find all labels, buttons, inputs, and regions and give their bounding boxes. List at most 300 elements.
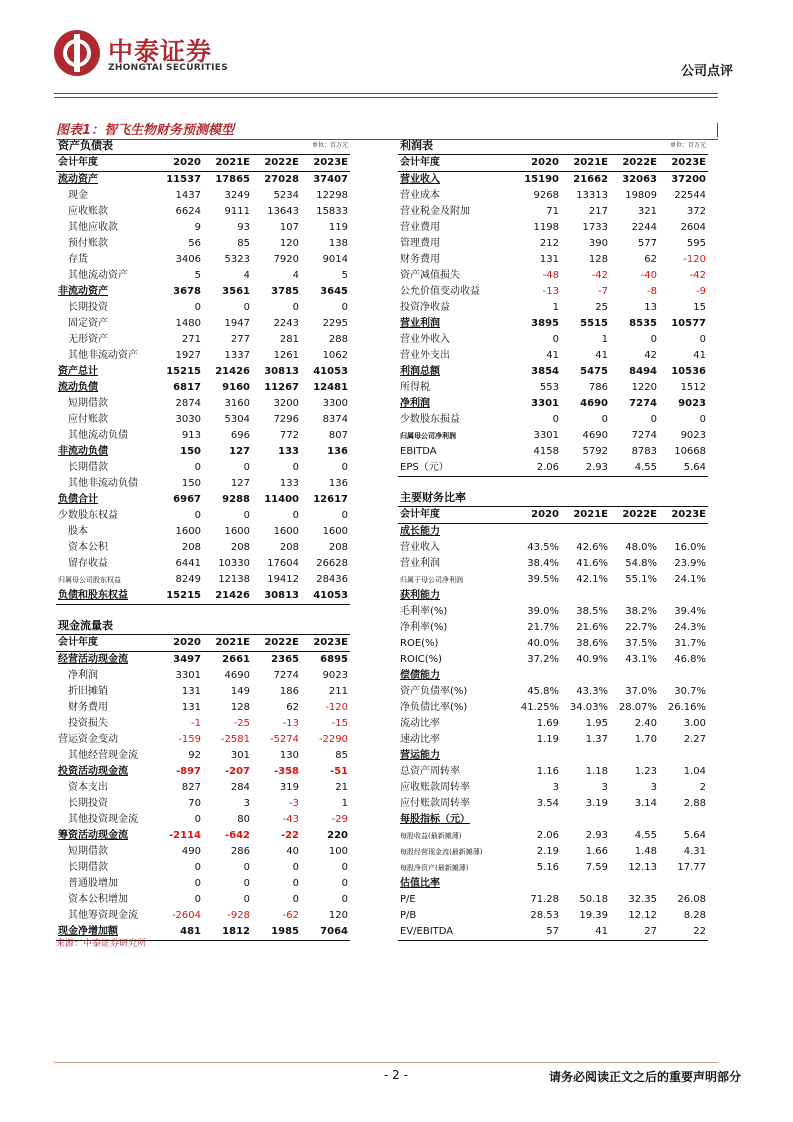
ratios-row-value <box>561 812 610 828</box>
balance_sheet-row-value: 6624 <box>175 206 201 217</box>
cash_flow-row-label: 普通股增加 <box>68 878 118 889</box>
balance_sheet-row-value: 0 <box>292 510 300 521</box>
ratios-row-value <box>561 588 610 604</box>
balance_sheet-row-label: 其他应收款 <box>68 222 118 233</box>
balance_sheet-unit-label: 单位：百万元 <box>312 142 349 149</box>
income_statement-row-value: 8783 <box>631 446 658 457</box>
balance_sheet-row <box>56 556 350 572</box>
ratios-row <box>398 700 708 716</box>
income_statement-row-label: 营业外收入 <box>400 334 450 345</box>
income_statement-row-value: 62 <box>644 254 658 265</box>
ratios-row-value: 1.04 <box>683 766 707 777</box>
balance_sheet-row-label: 存货 <box>68 254 88 265</box>
figure-title <box>56 119 718 140</box>
ratios-row <box>398 652 708 668</box>
ratios-row <box>398 924 708 941</box>
cash_flow-row-label: 资本支出 <box>68 782 108 793</box>
balance_sheet-row-value: 9111 <box>224 206 250 217</box>
balance_sheet-row <box>56 444 350 460</box>
ratios-row-label: 每股净资产(最新摊薄) <box>400 864 469 872</box>
cash_flow-row-value: 1 <box>341 798 349 809</box>
income_statement-row <box>398 412 708 428</box>
cash_flow-row-value: -897 <box>175 766 201 777</box>
income_statement-row-value: 25 <box>595 302 608 313</box>
ratios-row-value: 12.13 <box>628 862 658 873</box>
ratios-row-value: 38.5% <box>576 606 608 617</box>
balance_sheet-row-value: 120 <box>279 238 300 249</box>
logo-text-cn: 中泰证券 <box>108 37 213 66</box>
balance_sheet-row <box>56 284 350 300</box>
income_statement-row-value: 42 <box>644 350 658 361</box>
ratios-header-year: 2020 <box>512 507 561 524</box>
cash_flow-row-value: 0 <box>243 894 250 905</box>
ratios-row-value <box>512 524 561 541</box>
income_statement-row-label: 公允价值变动收益 <box>400 286 480 297</box>
ratios-row-label: 净利率(%) <box>400 622 448 633</box>
income_statement-row-value: 1512 <box>680 382 707 393</box>
balance_sheet-row-value: 7920 <box>273 254 300 265</box>
balance_sheet-row-value: 3200 <box>273 398 300 409</box>
ratios-row-value: 43.5% <box>527 542 559 553</box>
cash_flow-row-value: 3301 <box>175 670 201 681</box>
cash_flow-row <box>56 892 350 908</box>
balance_sheet-row-value: 7296 <box>273 414 300 425</box>
income_statement-row-value: 32063 <box>622 174 658 185</box>
income_statement-row-value: 1198 <box>533 222 559 233</box>
cash_flow-row-value: -358 <box>273 766 300 777</box>
income_statement-header-year: 2022E <box>610 155 659 172</box>
balance_sheet-row-value: 3678 <box>173 286 201 297</box>
income_statement-title: 利润表 <box>400 139 433 152</box>
income_statement-row <box>398 444 708 460</box>
ratios-row-label: 每股收益(最新摊薄) <box>400 832 462 840</box>
cash_flow-row-value: 0 <box>243 878 250 889</box>
income_statement-row-value: 3301 <box>531 398 559 409</box>
income_statement-row-value: 5475 <box>580 366 608 377</box>
ratios-row-value: 27 <box>610 924 659 941</box>
ratios-row <box>398 748 708 764</box>
ratios-row <box>398 588 708 604</box>
ratios-row-value: 1.23 <box>634 766 658 777</box>
ratios-row-value: 38.4% <box>527 558 559 569</box>
cash_flow-row-value: 211 <box>328 686 349 697</box>
income_statement-row-label: 营业利润 <box>400 318 440 329</box>
ratios-row-value: 21.6% <box>576 622 608 633</box>
ratios-row-value <box>561 668 610 684</box>
cash_flow-row-value: 92 <box>188 750 201 761</box>
ratios-row-value: 37.2% <box>527 654 559 665</box>
balance_sheet-row <box>56 524 350 540</box>
ratios-row-value: 5.16 <box>536 862 559 873</box>
balance_sheet-row-value: 127 <box>230 478 250 489</box>
cash_flow-row-value: 0 <box>194 814 201 825</box>
income_statement-row <box>398 220 708 236</box>
balance_sheet-row-label: 资本公积 <box>68 542 108 553</box>
ratios-row-label: 营业利润 <box>400 558 440 569</box>
ratios-row-value: 26.16% <box>667 702 707 713</box>
balance_sheet-row-value: 4 <box>292 270 300 281</box>
income_statement-row-value: -40 <box>640 270 658 281</box>
ratios-row-value: 42.6% <box>576 542 608 553</box>
income_statement-row-value: 321 <box>637 206 658 217</box>
ratios-row-value: 4.31 <box>683 846 707 857</box>
income_statement-row-value: 3854 <box>531 366 559 377</box>
income_statement-row-value: 1733 <box>582 222 608 233</box>
balance_sheet-row-label: 负债和股东权益 <box>56 588 154 605</box>
balance_sheet-row-value: 11400 <box>264 494 300 505</box>
ratios-row-value <box>610 812 659 828</box>
ratios-row-label: ROIC(%) <box>400 654 443 665</box>
balance_sheet-row-value: 1947 <box>224 318 250 329</box>
balance_sheet-row-value: 11537 <box>166 174 201 185</box>
income_statement-row-value: 2.06 <box>512 460 561 477</box>
balance_sheet-row <box>56 332 350 348</box>
cash_flow-row-value: 131 <box>181 702 201 713</box>
ratios-row <box>398 780 708 796</box>
cash_flow-row-value: 6895 <box>320 654 349 665</box>
cash_flow-row-value: 62 <box>286 702 300 713</box>
ratios-row-value <box>610 588 659 604</box>
cash_flow-row-label: 筹资活动现金流 <box>58 830 128 841</box>
ratios-row-label: 总资产周转率 <box>400 766 460 777</box>
income_statement-row-value: 1220 <box>631 382 658 393</box>
ratios-row-value: 34.03% <box>569 702 608 713</box>
cash_flow-row-value: -2290 <box>318 734 349 745</box>
balance_sheet-row-value: 0 <box>341 462 349 473</box>
balance_sheet-row <box>56 476 350 492</box>
balance_sheet-title-row <box>56 138 350 155</box>
cash_flow-row <box>56 700 350 716</box>
ratios-row-value: 1.95 <box>585 718 608 729</box>
balance_sheet-row-value: 21426 <box>203 588 252 605</box>
income_statement-row <box>398 380 708 396</box>
cash_flow-row-value: 3 <box>243 798 250 809</box>
income_statement-row-value: 2604 <box>680 222 707 233</box>
balance_sheet-row-value: 9014 <box>322 254 349 265</box>
cash_flow-row-value: 481 <box>154 924 203 941</box>
cash_flow-row-value: -642 <box>224 830 250 841</box>
income_statement-unit-label: 单位：百万元 <box>670 142 707 149</box>
ratios-row-label: 每股经营现金流(最新摊薄) <box>400 848 483 856</box>
balance_sheet-row-value: 12617 <box>313 494 349 505</box>
cash_flow-row-value: 186 <box>279 686 300 697</box>
income_statement-row-value: 1 <box>601 334 608 345</box>
balance_sheet-row-value: 107 <box>279 222 300 233</box>
ratios-row <box>398 812 708 828</box>
cash_flow-row-value: 220 <box>327 830 349 841</box>
balance_sheet-row-value: 12138 <box>218 574 250 585</box>
ratios-row-value: 37.0% <box>625 686 658 697</box>
cash_flow-row-value: 0 <box>341 894 349 905</box>
ratios-row-value: 37.5% <box>625 638 658 649</box>
income_statement-title-spacer <box>512 138 659 155</box>
ratios-row-value <box>659 588 708 604</box>
balance_sheet-row-label: 股本 <box>68 526 88 537</box>
cash_flow-row-value: 1812 <box>203 924 252 941</box>
balance_sheet-row-value: 208 <box>181 542 201 553</box>
ratios-row-value <box>610 668 659 684</box>
balance_sheet-row-value: 208 <box>230 542 250 553</box>
ratios-row-value: 48.0% <box>625 542 658 553</box>
ratios-row-value: 3.00 <box>683 718 707 729</box>
ratios-row-label: P/B <box>400 910 417 921</box>
ratios-row-value: 38.2% <box>625 606 658 617</box>
ratios-row-value: 40.9% <box>576 654 608 665</box>
cash_flow-header-label: 会计年度 <box>56 635 154 652</box>
balance_sheet-header-year: 2021E <box>203 155 252 172</box>
cash_flow-row-label: 现金净增加额 <box>56 924 154 941</box>
cash_flow-row-value: 100 <box>328 846 349 857</box>
income_statement-row-value: 0 <box>552 334 559 345</box>
balance_sheet-row-value: 1337 <box>224 350 250 361</box>
ratios-header-year: 2021E <box>561 507 610 524</box>
balance_sheet-row-value: 133 <box>278 446 300 457</box>
cash_flow-row-label: 营运资金变动 <box>58 734 118 745</box>
income_statement-row-value: 41 <box>693 350 707 361</box>
cash_flow-header-row <box>56 635 350 652</box>
income_statement-row <box>398 460 708 477</box>
income_statement-row-value: 390 <box>588 238 608 249</box>
balance_sheet-row-label: 其他流动资产 <box>68 270 128 281</box>
header-divider <box>54 93 718 94</box>
income_statement-row <box>398 364 708 380</box>
income_statement-row-value: 4158 <box>533 446 559 457</box>
income_statement-row <box>398 172 708 189</box>
balance_sheet-row-value: 37407 <box>313 174 349 185</box>
income_statement-row-value: 5515 <box>580 318 608 329</box>
balance_sheet-row-value: 119 <box>328 222 349 233</box>
income_statement-row-value: 15190 <box>524 174 559 185</box>
balance_sheet-row-value: 1600 <box>175 526 201 537</box>
ratios-row-value: 40.0% <box>527 638 559 649</box>
balance_sheet-row-value: 127 <box>229 446 250 457</box>
income_statement-row-label: 少数股东损益 <box>400 414 460 425</box>
cash_flow-row-value: -2114 <box>169 830 201 841</box>
ratios-row <box>398 732 708 748</box>
income_statement-row-value: 0 <box>699 334 707 345</box>
cash_flow-row-value: -1 <box>191 718 201 729</box>
ratios-row-value: 41.25% <box>520 702 559 713</box>
balance_sheet-row <box>56 188 350 204</box>
income_statement-header-row <box>398 155 708 172</box>
income_statement-row-label: 营业费用 <box>400 222 440 233</box>
ratios-row <box>398 668 708 684</box>
balance_sheet-row-value: 5323 <box>224 254 250 265</box>
cash_flow-row-value: 21 <box>335 782 349 793</box>
cash_flow-row-value: -3 <box>289 798 300 809</box>
cash_flow-row-value: -159 <box>178 734 201 745</box>
balance_sheet-row <box>56 316 350 332</box>
income_statement-row-value: 0 <box>650 414 658 425</box>
balance_sheet-row-value: 3300 <box>322 398 349 409</box>
logo-emblem-icon <box>54 30 100 76</box>
balance_sheet-row-value: 30813 <box>252 588 301 605</box>
ratios-row-value: 2 <box>699 782 707 793</box>
ratios-row-value: 8.28 <box>683 910 707 921</box>
cash_flow-row-value: 0 <box>341 878 349 889</box>
balance_sheet-row-label: 固定资产 <box>68 318 108 329</box>
balance_sheet-row-value: 41053 <box>313 366 349 377</box>
cash_flow-row <box>56 812 350 828</box>
cash_flow-title-row <box>56 618 350 635</box>
balance_sheet-row <box>56 572 350 588</box>
balance_sheet-row-value: 17865 <box>215 174 250 185</box>
cash_flow-row-value: -5274 <box>269 734 300 745</box>
ratios-row-label: 偿债能力 <box>400 670 440 681</box>
income_statement-row-label: 营业税金及附加 <box>400 206 470 217</box>
income_statement-row-value: 5792 <box>582 446 608 457</box>
income_statement-row-value: 19809 <box>625 190 658 201</box>
cash_flow-row-value: 827 <box>181 782 201 793</box>
balance_sheet-row <box>56 300 350 316</box>
ratios-row-value: 3 <box>650 782 658 793</box>
cash_flow-row-value: 120 <box>328 910 349 921</box>
income_statement-row-value: 2244 <box>631 222 658 233</box>
income_statement-row-value: 4690 <box>582 430 608 441</box>
cash_flow-title: 现金流量表 <box>58 619 113 632</box>
income_statement-row-value: 13 <box>644 302 658 313</box>
balance_sheet-row-label: 无形资产 <box>68 334 108 345</box>
balance_sheet-row-value: 15215 <box>154 588 203 605</box>
balance_sheet-row-value: 3030 <box>175 414 201 425</box>
income_statement-header-year: 2023E <box>659 155 708 172</box>
income_statement-row-label: 所得税 <box>400 382 430 393</box>
income_statement-row-value: -9 <box>696 286 707 297</box>
income_statement-row-value: -120 <box>683 254 707 265</box>
balance_sheet-row-value: 0 <box>341 302 349 313</box>
ratios-row <box>398 892 708 908</box>
ratios-row-value: 23.9% <box>674 558 707 569</box>
income_statement-row-value: 212 <box>539 238 559 249</box>
balance_sheet-row-value: 281 <box>279 334 300 345</box>
income_statement-row <box>398 428 708 444</box>
cash_flow-row <box>56 732 350 748</box>
cash_flow-row-value: -2604 <box>171 910 201 921</box>
balance_sheet-row-value: 4 <box>243 270 250 281</box>
ratios-row-value: 54.8% <box>625 558 658 569</box>
cash_flow-row-value: -15 <box>331 718 349 729</box>
balance_sheet-row-value: 696 <box>230 430 250 441</box>
company-logo <box>54 30 244 76</box>
balance_sheet-row-value: 0 <box>194 510 201 521</box>
ratios-row-value: 7.59 <box>585 862 608 873</box>
ratios-row-value: 43.3% <box>576 686 608 697</box>
ratios-row-value <box>659 668 708 684</box>
cash_flow-unit-label <box>301 618 350 635</box>
income_statement-row-value: 22544 <box>674 190 707 201</box>
ratios-row-value: 28.07% <box>618 702 658 713</box>
balance_sheet-row-value: 913 <box>181 430 201 441</box>
income_statement-row-label: EPS（元） <box>398 460 512 477</box>
balance_sheet-row-label: 归属母公司股东权益 <box>58 576 121 584</box>
income_statement-row-value: 595 <box>686 238 707 249</box>
ratios-row-label: 归属于母公司净利润 <box>400 576 463 584</box>
ratios-header-row <box>398 507 708 524</box>
balance_sheet-row-value: 27028 <box>264 174 300 185</box>
balance_sheet-row-value: 28436 <box>316 574 349 585</box>
income_statement-row-value: 0 <box>699 414 707 425</box>
cash_flow-row-value: -22 <box>280 830 300 841</box>
ratios-row-value <box>659 876 708 892</box>
income_statement-row-label: 财务费用 <box>400 254 440 265</box>
balance_sheet-row-value: 6441 <box>175 558 201 569</box>
income_statement-row-label: 营业收入 <box>400 174 440 185</box>
ratios-row-value: 19.39 <box>579 910 608 921</box>
balance_sheet-row-value: 2295 <box>322 318 349 329</box>
cash_flow-row-value: -62 <box>282 910 300 921</box>
ratios-row-value: 5.64 <box>683 830 707 841</box>
income_statement-row-value: 9023 <box>678 398 707 409</box>
balance_sheet-row-value: 277 <box>230 334 250 345</box>
ratios-row-value: 41 <box>561 924 610 941</box>
income_statement-row-value: 217 <box>588 206 608 217</box>
balance_sheet-row <box>56 252 350 268</box>
ratios-row-value: 26.08 <box>677 894 707 905</box>
income_statement-row <box>398 236 708 252</box>
cash_flow-row <box>56 828 350 844</box>
cash_flow-row-value: 1985 <box>252 924 301 941</box>
balance_sheet-row <box>56 220 350 236</box>
balance_sheet-row-value: 30813 <box>264 366 300 377</box>
ratios-header-year: 2022E <box>610 507 659 524</box>
balance_sheet-row-value: 12481 <box>313 382 349 393</box>
ratios-row <box>398 540 708 556</box>
ratios-row-value: 3.54 <box>536 798 559 809</box>
balance_sheet-row-value: 271 <box>181 334 201 345</box>
ratios-row <box>398 604 708 620</box>
balance_sheet-row-value: 138 <box>328 238 349 249</box>
balance_sheet-row-value: 0 <box>243 302 250 313</box>
balance_sheet-row <box>56 172 350 189</box>
header-divider-secondary <box>54 97 718 98</box>
cash_flow-row-value: 0 <box>194 878 201 889</box>
balance_sheet-row-value: 17604 <box>267 558 300 569</box>
ratios-row-value: 22 <box>659 924 708 941</box>
income_statement-row <box>398 332 708 348</box>
ratios-row-label: 速动比率 <box>400 734 440 745</box>
cash_flow-row-value: 4690 <box>224 670 250 681</box>
balance_sheet-row-label: 留存收益 <box>68 558 108 569</box>
balance_sheet-row <box>56 364 350 380</box>
cash_flow-row-value: 149 <box>230 686 250 697</box>
ratios-row <box>398 796 708 812</box>
income_statement-row-value: 3301 <box>533 430 559 441</box>
ratios-title-row <box>398 490 708 507</box>
ratios-row-value: 2.27 <box>683 734 707 745</box>
balance_sheet-row-value: 1261 <box>273 350 300 361</box>
cash_flow-row-value: 128 <box>230 702 250 713</box>
income_statement-row-label: 营业成本 <box>400 190 440 201</box>
income_statement-row-value: 372 <box>686 206 707 217</box>
cash_flow-row-label: 净利润 <box>68 670 98 681</box>
income_statement-row-label: 归属母公司净利润 <box>400 432 456 440</box>
cash_flow-row-value: 0 <box>292 862 300 873</box>
income_statement-row-value: 8535 <box>629 318 658 329</box>
figure-title-text: 图表1：智飞生物财务预测模型 <box>56 123 235 138</box>
balance_sheet-row <box>56 492 350 508</box>
balance_sheet-row-value: 8249 <box>175 574 201 585</box>
cash_flow-row <box>56 876 350 892</box>
balance_sheet-header-year: 2020 <box>154 155 203 172</box>
ratios-row-value: 42.1% <box>576 574 608 585</box>
balance_sheet-header-year: 2023E <box>301 155 350 172</box>
ratios-row-value: 24.3% <box>674 622 707 633</box>
income_statement-row-value: 9023 <box>680 430 707 441</box>
source-note: 来源：中泰证券研究所 <box>56 939 147 949</box>
balance_sheet-row-value: 9288 <box>222 494 250 505</box>
balance_sheet-row-value: 807 <box>328 430 349 441</box>
balance_sheet-row-value: 3561 <box>222 286 250 297</box>
